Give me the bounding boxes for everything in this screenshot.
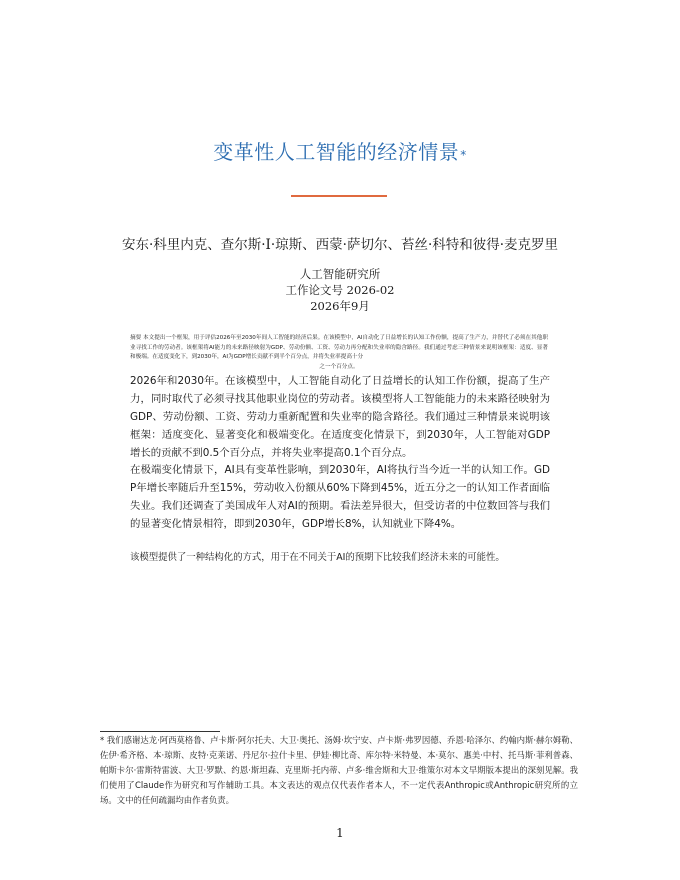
- working-paper-number: 工作论文号 2026-02: [285, 283, 395, 297]
- footnote: [100, 733, 578, 808]
- institute-name: 人工智能研究所: [299, 267, 381, 281]
- title-text: 变革性人工智能的经济情景: [213, 140, 460, 164]
- page-number: 1: [336, 826, 344, 840]
- abstract-end: 之一个百分点。: [319, 363, 359, 370]
- publication-date: 2026年9月: [310, 299, 370, 313]
- footnote-text: 我们感谢达龙·阿西莫格鲁、卢卡斯·阿尔托夫、大卫·奥托、汤姆·坎宁安、卢卡斯·弗罗因德、乔恩·哈泽尔、约翰内斯·赫尔姆勒、佐伊·希齐格、本·琼斯、皮特·克莱诺、丹尼尔·拉什卡里、伊娃·柳比奇、库尔特·米特曼、本·莫尔、惠美·中村、托马斯·菲利普森、帕斯卡尔·雷斯特雷波、大卫·罗默、约恩·斯坦森、克里斯·托内蒂、卢多·维舍斯和大卫·维策尔对本文早期版本提出的深刻见解。我们使用了Claude作为研究和写作辅助工具。本文表达的观点仅代表作者本人，不一定代表Anthropic或Anthropic研究所的立场。文中的任何疏漏均由作者负责。: [100, 735, 578, 805]
- author-list: 安东·科里内克、查尔斯·I·琼斯、西蒙·萨切尔、苔丝·科特和彼得·麦克罗里: [121, 237, 559, 253]
- abstract: [130, 334, 548, 372]
- body-paragraph-3: 该模型提供了一种结构化的方式，用于在不同关于AI的预期下比较我们经济未来的可能性。: [130, 552, 505, 563]
- body-paragraph-2: 在极端变化情景下，AI具有变革性影响，到2030年，AI将执行当今近一半的认知工作。GDP年增长率随后升至15%，劳动收入份额从60%下降到45%，近五分之一的认知工作者面临失业。我们还调查了美国成年人对AI的预期。看法差异很大，但受访者的中位数回答与我们的显著变化情景相符，即到2030年，GDP增长8%，认知就业下降4%。: [130, 464, 550, 530]
- title-rule: [291, 195, 387, 197]
- abstract-text: 摘要 本文提出一个框架，用于评估2026年至2030年间人工智能的经济后果。在该模型中，AI自动化了日益增长的认知工作份额，提高了生产力，并替代了必须在其他职业寻找工作的劳动者。该框架将AI能力的未来路径映射为GDP、劳动份额、工资、劳动力再分配和失业率的隐含路径。我们通过考虑三种情景来说明该框架：适度、显著和极端。在适度变化下，到2030年，AI为GDP增长贡献不到半个百分点，并将失业率提高十分: [130, 335, 548, 360]
- body-paragraph-1: 2026年和2030年。在该模型中，人工智能自动化了日益增长的认知工作份额，提高了生产力，同时取代了必须寻找其他职业岗位的劳动者。该模型将人工智能能力的未来路径映射为GDP、劳动份额、工资、劳动力重新配置和失业率的隐含路径。我们通过三种情景来说明该框架：适度变化、显著变化和极端变化。在适度变化情景下，到2030年，人工智能对GDP增长的贡献不到0.5个百分点，并将失业率提高0.1个百分点。: [130, 375, 550, 459]
- footnote-marker: *: [100, 735, 105, 745]
- title-footnote-marker: *: [460, 148, 467, 162]
- footnote-divider: [100, 731, 220, 732]
- paper-title: [0, 136, 680, 165]
